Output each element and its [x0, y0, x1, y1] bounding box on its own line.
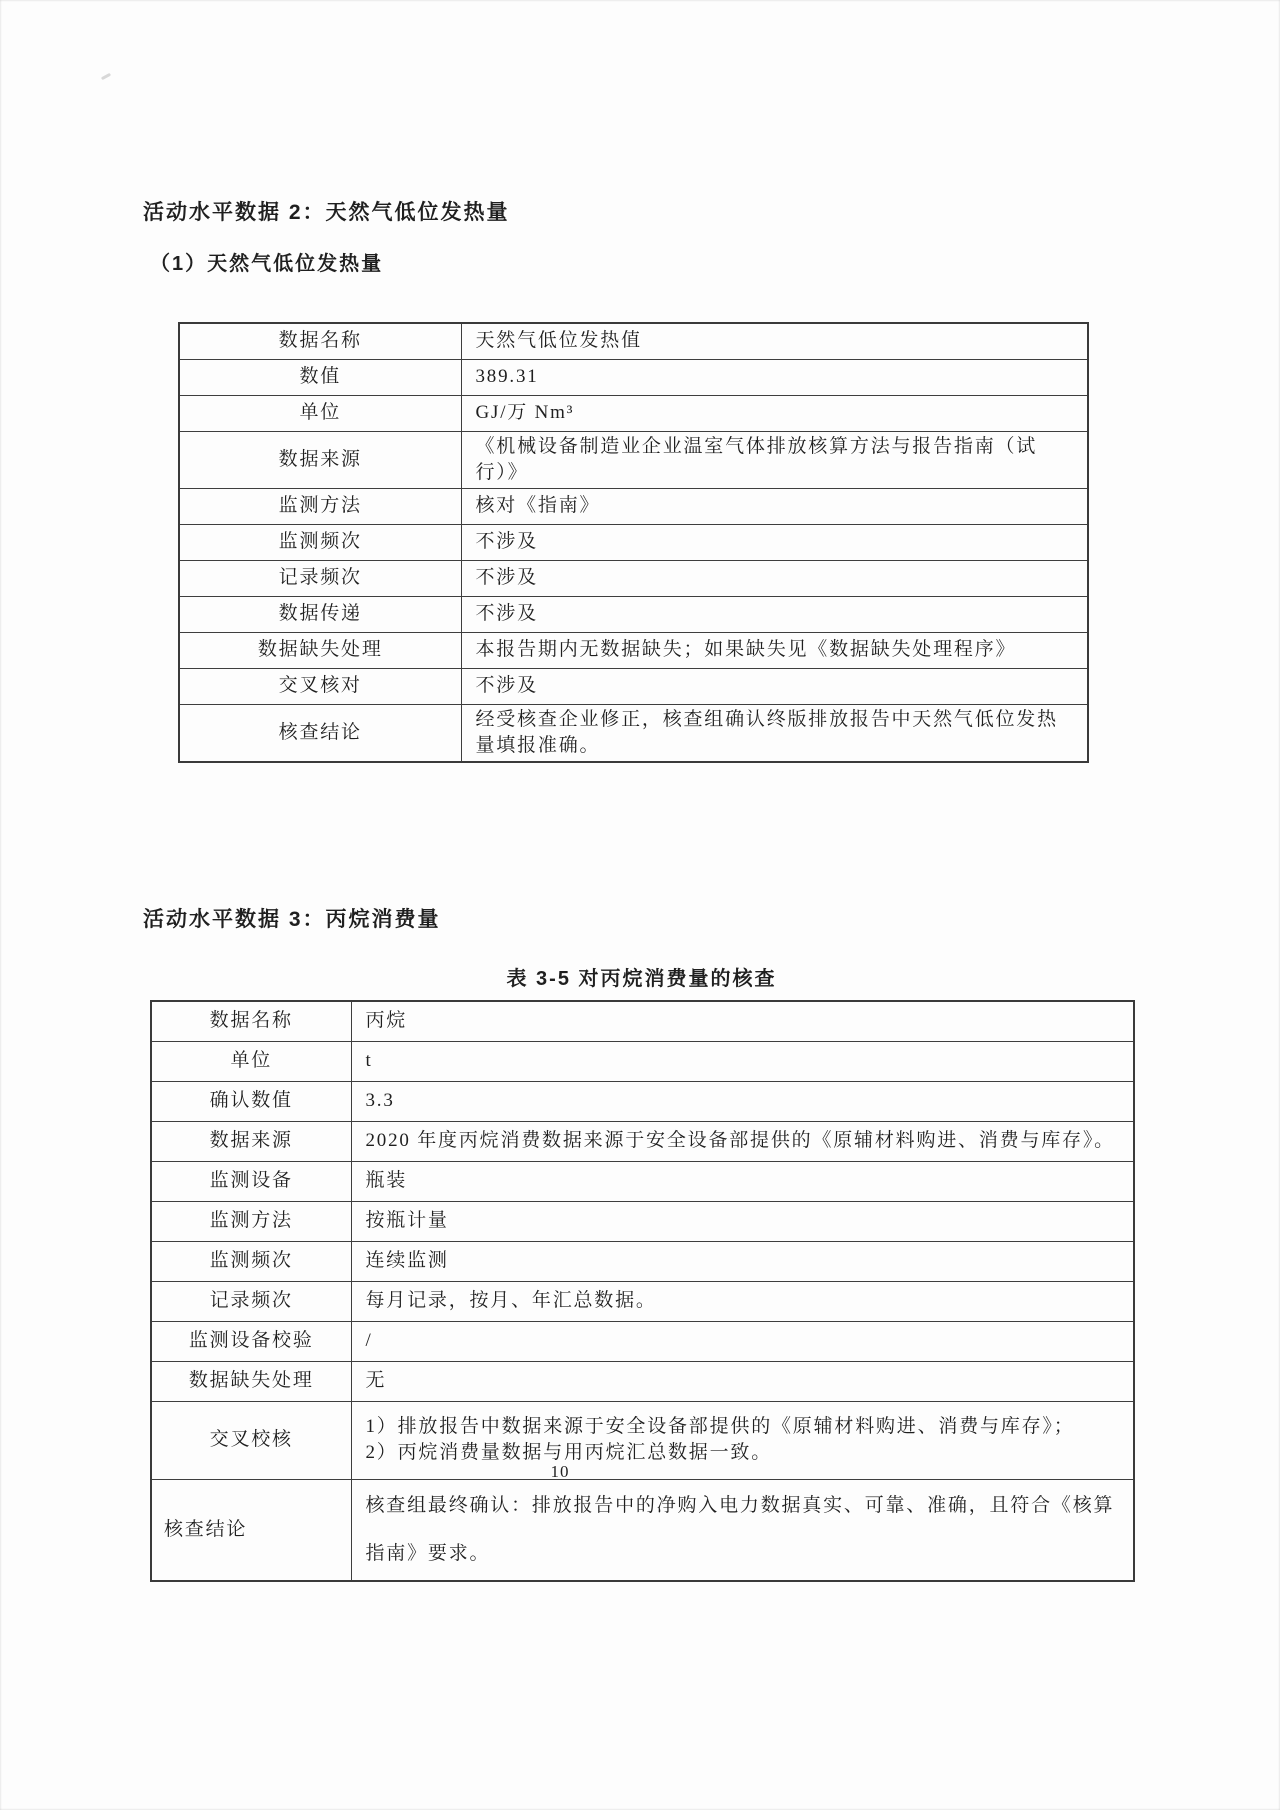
row-value: 389.31: [461, 359, 1088, 395]
row-value: 每月记录，按月、年汇总数据。: [351, 1281, 1134, 1321]
row-value: 不涉及: [461, 668, 1088, 704]
row-label: 记录频次: [151, 1281, 351, 1321]
row-label: 单位: [151, 1041, 351, 1081]
page-number: 10: [550, 1462, 570, 1481]
propane-consumption-table: [150, 1000, 1135, 1582]
table-row: [151, 1479, 1134, 1581]
row-value: t: [351, 1041, 1134, 1081]
row-value: 不涉及: [461, 560, 1088, 596]
row-label: 数据缺失处理: [151, 1361, 351, 1401]
row-value: 瓶装: [351, 1161, 1134, 1201]
row-value: 核对《指南》: [461, 488, 1088, 524]
table-row: [151, 1401, 1134, 1479]
row-label: 数据缺失处理: [179, 632, 461, 668]
scan-artifact: [101, 73, 111, 80]
row-label: 交叉核对: [179, 668, 461, 704]
row-value-line: 1）排放报告中数据来源于安全设备部提供的《原辅材料购进、消费与库存》；: [365, 1416, 1075, 1437]
table-row: [151, 1241, 1134, 1281]
row-label: 数据名称: [179, 323, 461, 359]
row-value: 经受核查企业修正，核查组确认终版排放报告中天然气低位发热量填报准确。: [461, 704, 1088, 762]
row-value: 2020 年度丙烷消费数据来源于安全设备部提供的《原辅材料购进、消费与库存》。: [351, 1121, 1134, 1161]
table-row: [151, 1201, 1134, 1241]
row-label: 监测频次: [151, 1241, 351, 1281]
row-label: 数值: [179, 359, 461, 395]
table-row: [179, 359, 1088, 395]
table-row: [179, 632, 1088, 668]
row-value: 连续监测: [351, 1241, 1134, 1281]
row-value: 天然气低位发热值: [461, 323, 1088, 359]
table-row: [179, 431, 1088, 488]
table-row: [151, 1001, 1134, 1041]
row-value: [351, 1401, 1134, 1479]
section-heading-gas: 活动水平数据 2：天然气低位发热量: [143, 201, 510, 224]
row-value: GJ/万 Nm³: [461, 395, 1088, 431]
row-value: /: [351, 1321, 1134, 1361]
row-label: 核查结论: [179, 704, 461, 762]
table-row: [151, 1161, 1134, 1201]
table-row: [151, 1321, 1134, 1361]
table-row: [179, 596, 1088, 632]
table-caption: 表 3-5 对丙烷消费量的核查: [506, 968, 777, 990]
row-label: 监测设备校验: [151, 1321, 351, 1361]
table-row: [179, 704, 1088, 762]
row-label: 监测频次: [179, 524, 461, 560]
row-label: 单位: [179, 395, 461, 431]
table-row: [151, 1281, 1134, 1321]
row-label: 监测设备: [151, 1161, 351, 1201]
gas-heating-value-table: [178, 322, 1089, 763]
row-label: 监测方法: [179, 488, 461, 524]
row-value: 《机械设备制造业企业温室气体排放核算方法与报告指南（试行）》: [461, 431, 1088, 488]
table-row: [151, 1081, 1134, 1121]
table-row: [151, 1041, 1134, 1081]
section-heading-propane: 活动水平数据 3：丙烷消费量: [143, 908, 441, 931]
table-row: [179, 323, 1088, 359]
row-value: 丙烷: [351, 1001, 1134, 1041]
row-value-line: 2）丙烷消费量数据与用丙烷汇总数据一致。: [365, 1442, 773, 1463]
row-label: 数据来源: [151, 1121, 351, 1161]
table-row: [151, 1121, 1134, 1161]
row-label: 数据传递: [179, 596, 461, 632]
table-row: [179, 668, 1088, 704]
row-label: 监测方法: [151, 1201, 351, 1241]
row-value: 3.3: [351, 1081, 1134, 1121]
table-row: [151, 1361, 1134, 1401]
row-value: 无: [351, 1361, 1134, 1401]
table-row: [179, 395, 1088, 431]
subsection-heading-gas: （1）天然气低位发热量: [150, 253, 384, 275]
row-value: 本报告期内无数据缺失；如果缺失见《数据缺失处理程序》: [461, 632, 1088, 668]
row-value: 不涉及: [461, 596, 1088, 632]
row-value: 不涉及: [461, 524, 1088, 560]
table-row: [179, 488, 1088, 524]
row-value: 核查组最终确认：排放报告中的净购入电力数据真实、可靠、准确，且符合《核算指南》要求。: [351, 1479, 1134, 1581]
row-label: 数据来源: [179, 431, 461, 488]
row-label: 记录频次: [179, 560, 461, 596]
row-label: 交叉校核: [151, 1401, 351, 1479]
row-label: 确认数值: [151, 1081, 351, 1121]
row-label: 核查结论: [151, 1479, 351, 1581]
table-row: [179, 560, 1088, 596]
table-row: [179, 524, 1088, 560]
row-value: 按瓶计量: [351, 1201, 1134, 1241]
row-label: 数据名称: [151, 1001, 351, 1041]
